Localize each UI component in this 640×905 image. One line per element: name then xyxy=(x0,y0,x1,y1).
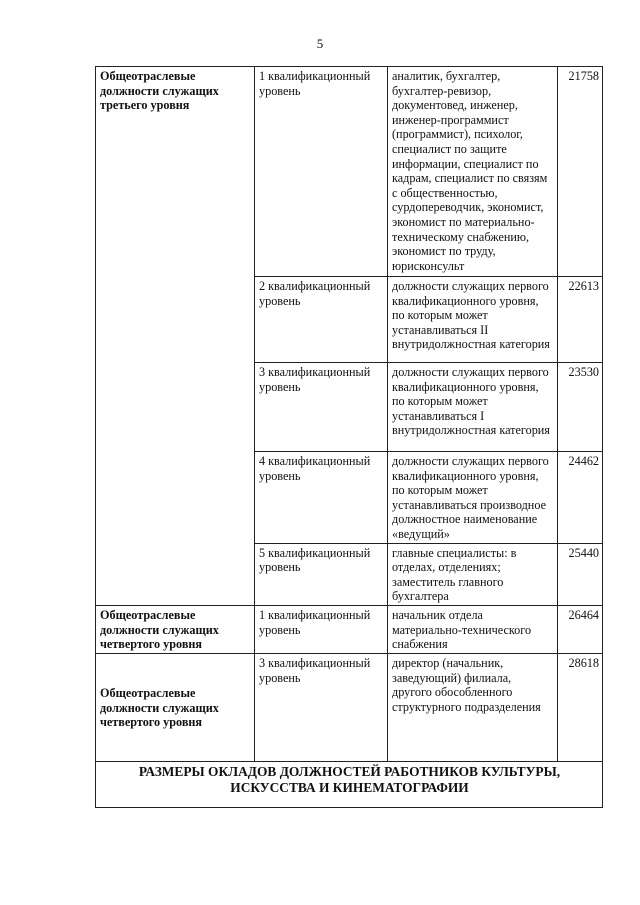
positions-cell: должности служащих первого квалификационного уровня, по которым может устанавливаться II внутридолжностная категория xyxy=(388,277,558,363)
table-row xyxy=(96,67,603,277)
positions-cell: должности служащих первого квалификационного уровня, по которым может устанавливаться I внутридолжностная категория xyxy=(388,363,558,452)
salary-cell: 25440 xyxy=(558,543,603,605)
group-name-cell: Общеотраслевые должности служащих четвертого уровня xyxy=(96,605,255,653)
group-name-cell: Общеотраслевые должности служащих третьего уровня xyxy=(96,67,255,606)
positions-cell: главные специалисты: в отделах, отделениях; заместитель главного бухгалтера xyxy=(388,543,558,605)
positions-cell: должности служащих первого квалификационного уровня, по которым может устанавливаться производное должностное наименование «ведущий» xyxy=(388,452,558,544)
salary-cell: 22613 xyxy=(558,277,603,363)
section-heading: РАЗМЕРЫ ОКЛАДОВ ДОЛЖНОСТЕЙ РАБОТНИКОВ КУЛЬТУРЫ, ИСКУССТВА И КИНЕМАТОГРАФИИ xyxy=(96,761,603,807)
salary-cell: 28618 xyxy=(558,653,603,761)
salary-table xyxy=(95,66,603,808)
qualification-level-cell: 3 квалификационный уровень xyxy=(255,653,388,761)
positions-cell: директор (начальник, заведующий) филиала, другого обособленного структурного подразделения xyxy=(388,653,558,761)
qualification-level-cell: 5 квалификационный уровень xyxy=(255,543,388,605)
page-number: 5 xyxy=(316,36,324,51)
table-row xyxy=(96,653,603,761)
positions-cell: начальник отдела материально-технического снабжения xyxy=(388,605,558,653)
salary-cell: 21758 xyxy=(558,67,603,277)
qualification-level-cell: 1 квалификационный уровень xyxy=(255,605,388,653)
qualification-level-cell: 3 квалификационный уровень xyxy=(255,363,388,452)
salary-cell: 23530 xyxy=(558,363,603,452)
qualification-level-cell: 4 квалификационный уровень xyxy=(255,452,388,544)
salary-cell: 24462 xyxy=(558,452,603,544)
qualification-level-cell: 1 квалификационный уровень xyxy=(255,67,388,277)
table-row xyxy=(96,605,603,653)
salary-cell: 26464 xyxy=(558,605,603,653)
section-heading-row xyxy=(96,761,603,807)
qualification-level-cell: 2 квалификационный уровень xyxy=(255,277,388,363)
positions-cell: аналитик, бухгалтер, бухгалтер-ревизор, документовед, инженер, инженер-программист (программист), психолог, специалист по защите информации, специалист по кадрам, специалист по связям с общественностью, сурдопереводчик, экономист, экономист по материально-техническому снабжению, экономист по труду, юрисконсульт xyxy=(388,67,558,277)
group-name-cell: Общеотраслевые должности служащих четвертого уровня xyxy=(96,653,255,761)
